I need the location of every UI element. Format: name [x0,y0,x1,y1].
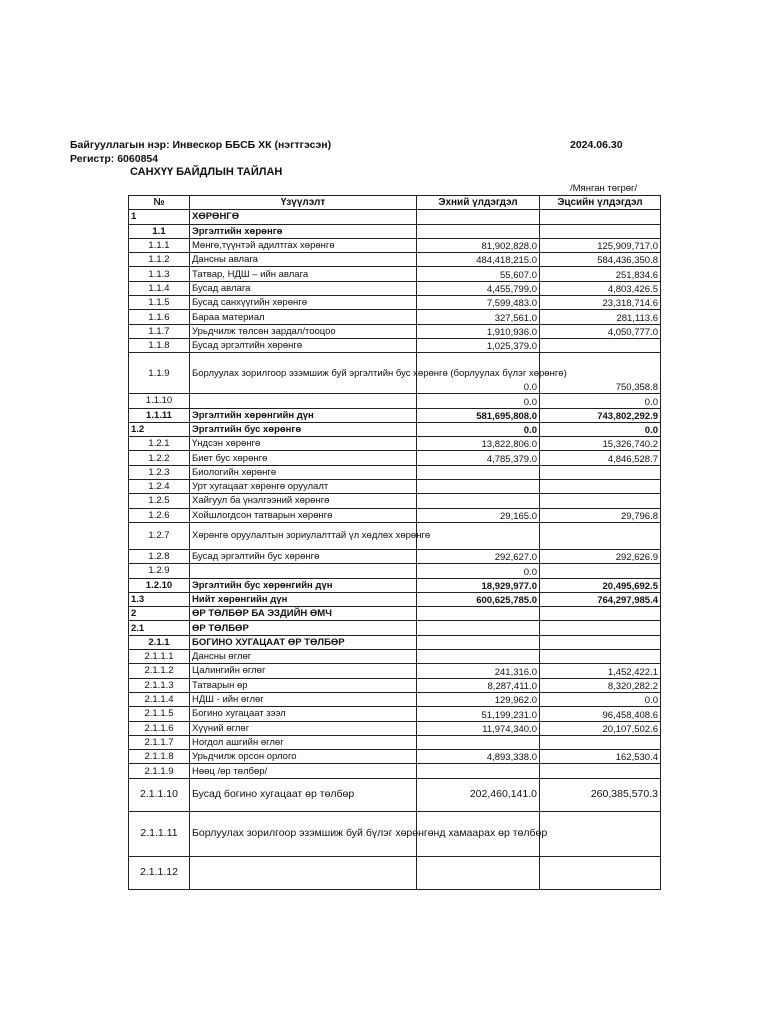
closing-balance: 0.0 [540,394,661,408]
row-label: Ногдол ашгийн өглөг [190,735,417,749]
opening-balance: 81,902,828.0 [417,238,540,252]
row-label: Хөрөнгө оруулалтын зориулалттай үл хөдлөх хөрөнгө [190,522,417,549]
row-label [190,564,417,578]
table-row [129,811,661,856]
row-label: Бусад эргэлтийн бус хөрөнгө [190,549,417,563]
row-number: 1.2.10 [129,578,190,592]
closing-balance [540,856,661,889]
row-number: 1.1.1 [129,238,190,252]
closing-balance: 1,452,422.1 [540,664,661,678]
table-row [129,522,661,549]
row-number: 1.1.9 [129,353,190,394]
row-label: ӨР ТӨЛБӨР [190,621,417,635]
closing-balance: 8,320,282.2 [540,678,661,692]
row-number: 1.1.2 [129,253,190,267]
table-row [129,721,661,735]
table-row [129,650,661,664]
table-row [129,394,661,408]
row-label: Урьдчилж төлсөн зардал/тооцоо [190,324,417,338]
table-row [129,480,661,494]
closing-balance: 292,626.9 [540,549,661,563]
row-label: Биет бус хөрөнгө [190,451,417,465]
table-row [129,238,661,252]
closing-balance [540,480,661,494]
row-number: 1 [129,210,190,224]
row-label: Эргэлтийн бус хөрөнгө [190,422,417,436]
closing-balance: 23,318,714.6 [540,296,661,310]
table-row [129,549,661,563]
opening-balance: 13,822,806.0 [417,437,540,451]
table-row [129,422,661,436]
closing-balance [540,764,661,778]
table-row [129,692,661,706]
closing-balance: 29,796.8 [540,508,661,522]
report-date: 2024.06.30 [570,139,623,151]
opening-balance: 0.0 [417,353,540,394]
closing-balance [540,811,661,856]
table-row [129,210,661,224]
closing-balance [540,621,661,635]
table-row [129,224,661,238]
table-row [129,635,661,649]
row-label: Урьдчилж орсон орлого [190,750,417,764]
row-number: 2.1.1.6 [129,721,190,735]
row-label: Татварын өр [190,678,417,692]
row-label: Эргэлтийн бус хөрөнгийн дүн [190,578,417,592]
closing-balance: 281,113.6 [540,310,661,324]
report-title: САНХҮҮ БАЙДЛЫН ТАЙЛАН [130,166,283,178]
row-number: 1.2.6 [129,508,190,522]
opening-balance: 202,460,141.0 [417,778,540,811]
table-row [129,408,661,422]
closing-balance [540,650,661,664]
closing-balance: 251,834.6 [540,267,661,281]
table-row [129,664,661,678]
row-label: Хайгуул ба үнэлгээний хөрөнгө [190,494,417,508]
opening-balance: 600,625,785.0 [417,592,540,606]
row-number: 1.1.3 [129,267,190,281]
opening-balance [417,650,540,664]
closing-balance: 0.0 [540,692,661,706]
closing-balance: 20,107,502.6 [540,721,661,735]
closing-balance: 4,846,528.7 [540,451,661,465]
row-number: 2.1.1.8 [129,750,190,764]
row-number: 1.2.8 [129,549,190,563]
row-number: 1.2.4 [129,480,190,494]
opening-balance [417,522,540,549]
table-row [129,465,661,479]
opening-balance: 0.0 [417,394,540,408]
closing-balance [540,465,661,479]
opening-balance: 292,627.0 [417,549,540,563]
closing-balance [540,210,661,224]
table-row [129,324,661,338]
opening-balance: 4,893,338.0 [417,750,540,764]
table-row [129,253,661,267]
row-number: 2 [129,607,190,621]
table-row [129,856,661,889]
row-label: Нийт хөрөнгийн дүн [190,592,417,606]
row-label: Цалингийн өглөг [190,664,417,678]
table-row [129,296,661,310]
row-label: Бусад эргэлтийн хөрөнгө [190,338,417,352]
row-label [190,856,417,889]
closing-balance: 750,358.8 [540,353,661,394]
opening-balance: 484,418,215.0 [417,253,540,267]
closing-balance: 4,050,777.0 [540,324,661,338]
col-header-opening-balance: Эхний үлдэгдэл [417,196,540,210]
closing-balance [540,564,661,578]
table-row [129,592,661,606]
opening-balance: 29,165.0 [417,508,540,522]
opening-balance [417,621,540,635]
opening-balance [417,210,540,224]
opening-balance: 55,607.0 [417,267,540,281]
row-label: Мөнгө,түүнтэй адилтгах хөрөнгө [190,238,417,252]
table-row [129,310,661,324]
opening-balance: 7,599,483.0 [417,296,540,310]
row-label: Биологийн хөрөнгө [190,465,417,479]
row-number: 1.2.1 [129,437,190,451]
closing-balance [540,224,661,238]
opening-balance: 4,455,799.0 [417,281,540,295]
row-number: 1.1.4 [129,281,190,295]
closing-balance [540,607,661,621]
opening-balance [417,465,540,479]
table-row [129,494,661,508]
row-label: Дансны өглөг [190,650,417,664]
table-row [129,437,661,451]
table-row [129,353,661,394]
opening-balance [417,494,540,508]
table-row [129,750,661,764]
row-label: Хүүний өглөг [190,721,417,735]
table-row [129,621,661,635]
row-label: Нөөц /өр төлбөр/ [190,764,417,778]
row-label: Бусад санхүүгийн хөрөнгө [190,296,417,310]
table-row [129,778,661,811]
row-number: 1.1 [129,224,190,238]
row-label: Үндсэн хөрөнгө [190,437,417,451]
registry-number: Регистр: 6060854 [70,153,159,165]
row-number: 2.1.1.7 [129,735,190,749]
row-label: Эргэлтийн хөрөнгийн дүн [190,408,417,422]
row-label: Хойшлогдсон татварын хөрөнгө [190,508,417,522]
opening-balance: 4,785,379.0 [417,451,540,465]
closing-balance: 260,385,570.3 [540,778,661,811]
row-label: Дансны авлага [190,253,417,267]
closing-balance: 764,297,985.4 [540,592,661,606]
closing-balance: 4,803,426.5 [540,281,661,295]
closing-balance: 125,909,717.0 [540,238,661,252]
row-label: Урт хугацаат хөрөнгө оруулалт [190,480,417,494]
opening-balance: 8,287,411.0 [417,678,540,692]
opening-balance [417,735,540,749]
row-label: Богино хугацаат зээл [190,707,417,721]
opening-balance: 11,974,340.0 [417,721,540,735]
row-number: 1.2.7 [129,522,190,549]
closing-balance: 0.0 [540,422,661,436]
row-number: 2.1.1.10 [129,778,190,811]
closing-balance: 96,458,408.6 [540,707,661,721]
opening-balance [417,764,540,778]
row-label: Бараа материал [190,310,417,324]
table-row [129,564,661,578]
opening-balance: 0.0 [417,564,540,578]
row-number: 2.1.1.3 [129,678,190,692]
row-number: 1.2.2 [129,451,190,465]
opening-balance: 0.0 [417,422,540,436]
row-label: ӨР ТӨЛБӨР БА ЭЗДИЙН ӨМЧ [190,607,417,621]
row-label: ХӨРӨНГӨ [190,210,417,224]
row-number: 2.1.1.4 [129,692,190,706]
row-number: 1.2.3 [129,465,190,479]
table-row [129,678,661,692]
row-number: 1.2.5 [129,494,190,508]
row-number: 2.1.1.11 [129,811,190,856]
row-number: 1.3 [129,592,190,606]
closing-balance: 584,436,350.8 [540,253,661,267]
table-row [129,508,661,522]
closing-balance [540,635,661,649]
table-row [129,764,661,778]
row-number: 1.1.5 [129,296,190,310]
balance-sheet-table [128,195,661,890]
row-label: Борлуулах зорилгоор эзэмшиж буй эргэлтийн бус хөрөнгө (борлуулах бүлэг хөрөнгө) [190,353,417,394]
row-number: 2.1.1.12 [129,856,190,889]
row-number: 1.1.10 [129,394,190,408]
closing-balance [540,735,661,749]
opening-balance [417,856,540,889]
row-number: 2.1.1.5 [129,707,190,721]
row-number: 2.1.1.1 [129,650,190,664]
row-number: 1.1.11 [129,408,190,422]
opening-balance [417,635,540,649]
table-row [129,338,661,352]
row-number: 2.1.1 [129,635,190,649]
opening-balance: 1,910,936.0 [417,324,540,338]
closing-balance: 20,495,692.5 [540,578,661,592]
row-label: Бусад авлага [190,281,417,295]
row-number: 2.1 [129,621,190,635]
col-header-closing-balance: Эцсийн үлдэгдэл [540,196,661,210]
row-label: БОГИНО ХУГАЦААТ ӨР ТӨЛБӨР [190,635,417,649]
row-label: Борлуулах зорилгоор эзэмшиж буй бүлэг хөрөнгөнд хамаарах өр төлбөр [190,811,417,856]
row-number: 1.1.7 [129,324,190,338]
table-row [129,267,661,281]
row-number: 2.1.1.9 [129,764,190,778]
opening-balance: 51,199,231.0 [417,707,540,721]
col-header-number: № [129,196,190,210]
company-name: Байгууллагын нэр: Инвескор ББСБ ХК (нэгтгэсэн) [70,139,332,151]
closing-balance [540,494,661,508]
row-number: 1.1.8 [129,338,190,352]
row-number: 1.1.6 [129,310,190,324]
table-row [129,707,661,721]
row-label: Эргэлтийн хөрөнгө [190,224,417,238]
row-label [190,394,417,408]
closing-balance [540,522,661,549]
opening-balance [417,480,540,494]
currency-unit: /Мянган төгрөг/ [570,183,638,194]
table-body [129,210,661,889]
col-header-indicator: Үзүүлэлт [190,196,417,210]
table-row [129,451,661,465]
opening-balance: 241,316.0 [417,664,540,678]
table-header-row [129,196,661,210]
table-row [129,735,661,749]
table-row [129,607,661,621]
opening-balance: 1,025,379.0 [417,338,540,352]
opening-balance: 327,561.0 [417,310,540,324]
row-number: 1.2.9 [129,564,190,578]
table-row [129,281,661,295]
closing-balance: 15,326,740.2 [540,437,661,451]
closing-balance [540,338,661,352]
row-label: Татвар, НДШ – ийн авлага [190,267,417,281]
row-label: Бусад богино хугацаат өр төлбөр [190,778,417,811]
closing-balance: 162,530.4 [540,750,661,764]
opening-balance [417,607,540,621]
opening-balance: 581,695,808.0 [417,408,540,422]
opening-balance [417,224,540,238]
row-number: 1.2 [129,422,190,436]
opening-balance: 18,929,977.0 [417,578,540,592]
row-number: 2.1.1.2 [129,664,190,678]
row-label: НДШ - ийн өглөг [190,692,417,706]
closing-balance: 743,802,292.9 [540,408,661,422]
opening-balance: 129,962.0 [417,692,540,706]
table-row [129,578,661,592]
